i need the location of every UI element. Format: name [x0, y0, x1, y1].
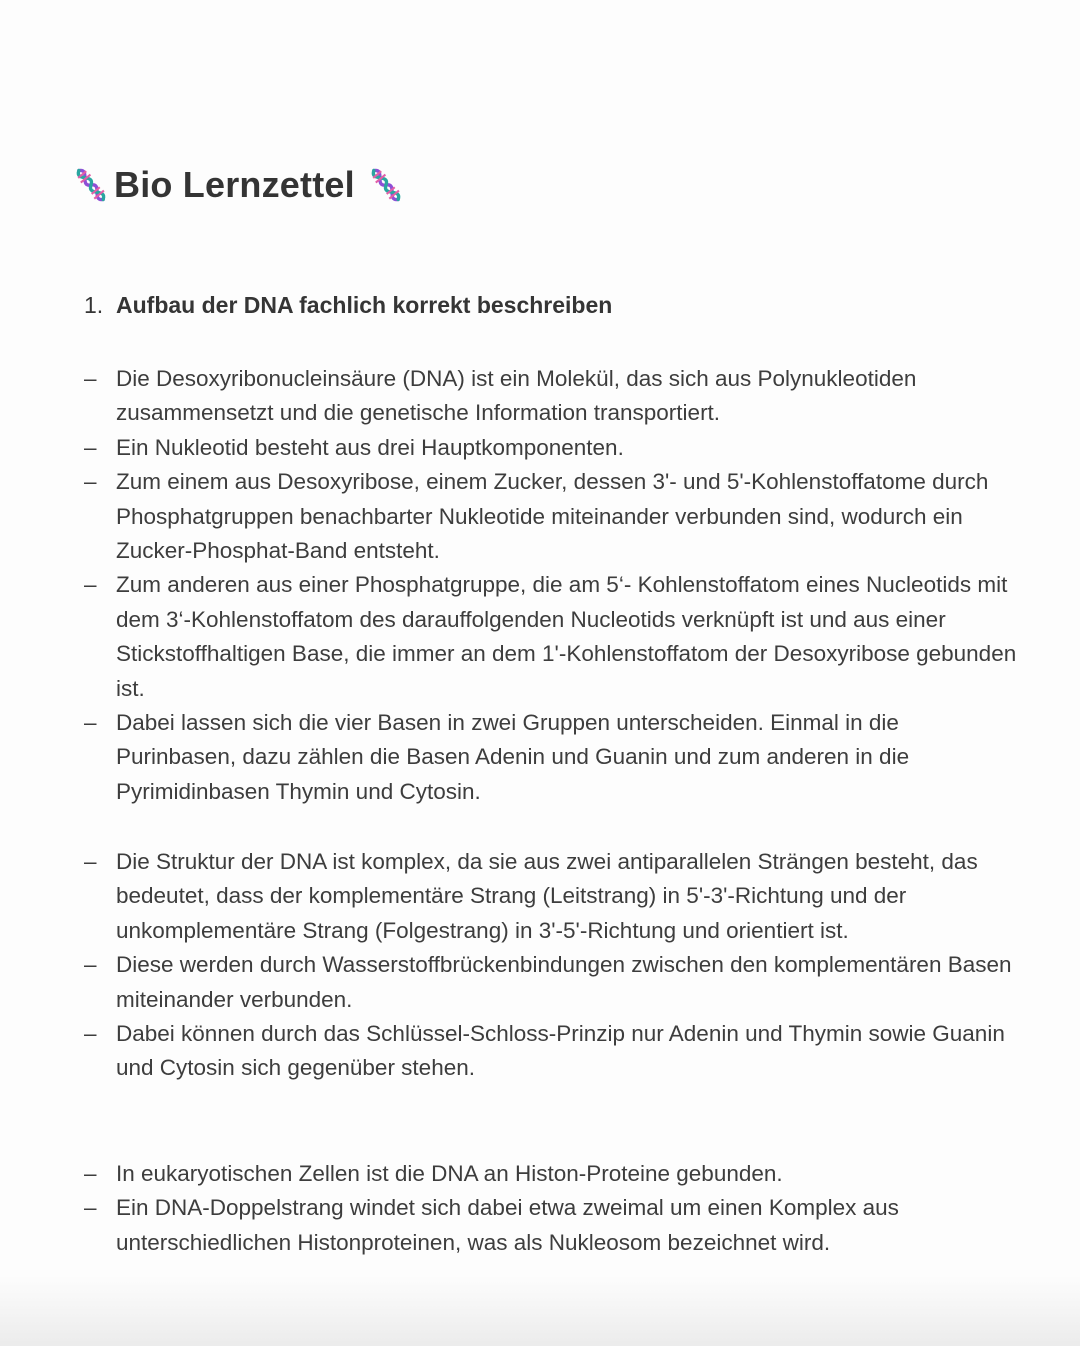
bullet-dash: – — [84, 1161, 97, 1186]
list-item-text: Ein DNA-Doppelstrang windet sich dabei etwa zweimal um einen Komplex aus unterschiedlichen Histonproteinen, was als Nukleosom bezeichnet wird. — [116, 1195, 899, 1255]
dna-icon — [70, 164, 112, 206]
bullet-dash: – — [84, 952, 97, 978]
list-item-text: Dabei lassen sich die vier Basen in zwei Gruppen unterscheiden. Einmal in die Purinbasen, dazu zählen die Basen Adenin und Guanin und zum anderen in die Pyrimidinbasen Thymin und Cytosin. — [116, 710, 910, 804]
bottom-shadow — [0, 1276, 1080, 1346]
list-item-text: Die Desoxyribonucleinsäure (DNA) ist ein Molekül, das sich aus Polynukleotiden zusammensetzt und die genetische Information transportiert. — [116, 366, 917, 426]
section-heading-text: Aufbau der DNA fachlich korrekt beschreiben — [116, 292, 613, 318]
section-heading — [84, 292, 612, 319]
list-item — [84, 1157, 1024, 1191]
bullet-dash: – — [84, 1195, 97, 1221]
bullet-group-histones — [84, 1157, 1024, 1260]
bullet-group-structure — [84, 362, 1024, 809]
dna-icon — [365, 164, 407, 206]
bullet-group-double-strand — [84, 845, 1024, 1086]
bullet-dash: – — [84, 710, 97, 736]
bullet-dash: – — [84, 434, 97, 460]
list-item-text: Zum einem aus Desoxyribose, einem Zucker, dessen 3'- und 5'-Kohlenstoffatome durch Phosphatgruppen benachbarter Nukleotide miteinander verbunden sind, wodurch ein Zucker-Phosphat-Band entsteht. — [116, 469, 989, 564]
bullet-dash: – — [84, 469, 97, 495]
list-item-text: Ein Nukleotid besteht aus drei Hauptkomponenten. — [116, 434, 624, 460]
list-item — [84, 845, 1024, 948]
list-item-text: Zum anderen aus einer Phosphatgruppe, die am 5‘- Kohlenstoffatom eines Nucleotids mit dem 3‘-Kohlenstoffatom des darauffolgenden Nucleotids verknüpft ist und aus einer Stickstoffhaltigen Base, die immer an dem 1'-Kohlenstoffatom der Desoxyribose gebunden ist. — [116, 572, 1017, 701]
list-item — [84, 465, 1024, 568]
list-item — [84, 1191, 1024, 1260]
list-item — [84, 1017, 1024, 1086]
title-row — [70, 160, 407, 210]
list-item-text: Dabei können durch das Schlüssel-Schloss-Prinzip nur Adenin und Thymin sowie Guanin und Cytosin sich gegenüber stehen. — [116, 1021, 1005, 1081]
list-item — [84, 568, 1024, 706]
list-item — [84, 706, 1024, 809]
bullet-dash: – — [84, 572, 97, 598]
page-title: Bio Lernzettel — [114, 164, 355, 205]
bullet-dash: – — [84, 1021, 97, 1047]
list-item-text: In eukaryotischen Zellen ist die DNA an Histon-Proteine gebunden. — [116, 1161, 783, 1186]
list-item — [84, 362, 1024, 431]
bullet-dash: – — [84, 849, 97, 874]
list-item — [84, 431, 1024, 465]
section-number: 1. — [84, 292, 104, 318]
bullet-dash: – — [84, 366, 97, 391]
list-item-text: Diese werden durch Wasserstoffbrückenbindungen zwischen den komplementären Basen miteinander verbunden. — [116, 952, 1012, 1012]
list-item — [84, 948, 1024, 1017]
list-item-text: Die Struktur der DNA ist komplex, da sie aus zwei antiparallelen Strängen besteht, das bedeutet, dass der komplementäre Strang (Leitstrang) in 5'-3'-Richtung und der unkomplementäre Strang (Folgestrang) in 3'-5'-Richtung und orientiert ist. — [116, 849, 978, 943]
